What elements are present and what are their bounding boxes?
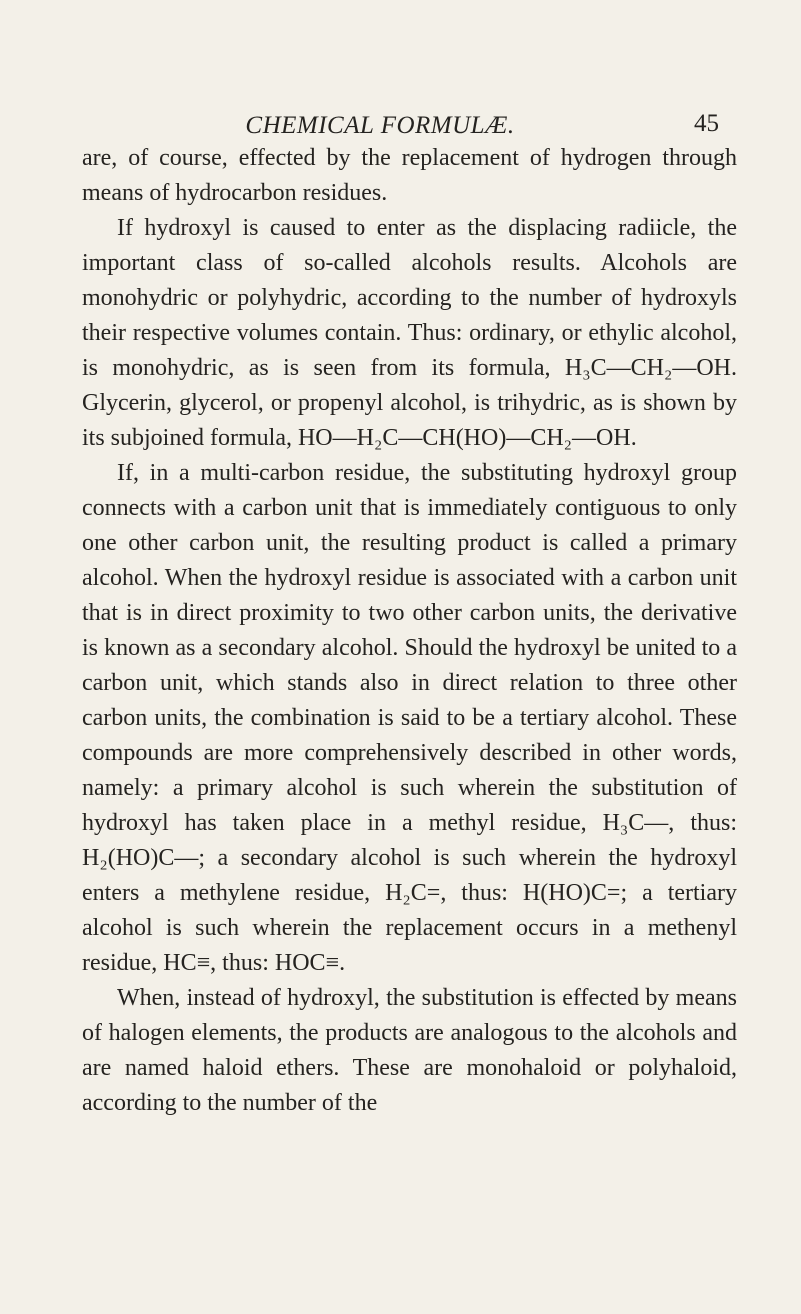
body-text (82, 141, 737, 1121)
running-title: CHEMICAL FORMULÆ. (245, 112, 515, 139)
page-number: 45 (694, 110, 719, 137)
paragraph-3: If, in a multi-carbon residue, the substituting hydroxyl group connects with a carbon unit that is immediately contiguous to only one other carbon unit, the resulting product is called a primary alcohol. When the hydroxyl residue is associated with a carbon unit that is in direct proximity to two other carbon units, the derivative is known as a secondary alcohol. Should the hydroxyl be united to a carbon unit, which stands also in direct relation to three other carbon units, the combination is said to be a tertiary alcohol. These compounds are more comprehensively described in other words, namely: a primary alcohol is such wherein the substitution of hydroxyl has taken place in a methyl residue, H₃C—, thus: H₂(HO)C—; a secondary alcohol is such wherein the hydroxyl enters a methylene residue, H₂C=, thus: H(HO)C=; a tertiary alcohol is such wherein the replacement occurs in a methenyl residue, HC≡, thus: HOC≡. (82, 460, 737, 976)
paragraph-1: are, of course, effected by the replacement of hydrogen through means of hydrocarbon residues. (82, 145, 737, 206)
paragraph-2: If hydroxyl is caused to enter as the displacing radiicle, the important class of so-called alcohols results. Alcohols are monohydric or polyhydric, according to the number of hydroxyls their respective volumes contain. Thus: ordinary, or ethylic alcohol, is monohydric, as is seen from its formula, H₃C—CH₂—OH. Glycerin, glycerol, or propenyl alcohol, is trihydric, as is shown by its subjoined formula, HO—H₂C—CH(HO)—CH₂—OH. (82, 215, 737, 451)
paragraph-4: When, instead of hydroxyl, the substitution is effected by means of halogen elements, the products are analogous to the alcohols and are named haloid ethers. These are monohaloid or polyhaloid, according to the number of the (82, 985, 737, 1116)
